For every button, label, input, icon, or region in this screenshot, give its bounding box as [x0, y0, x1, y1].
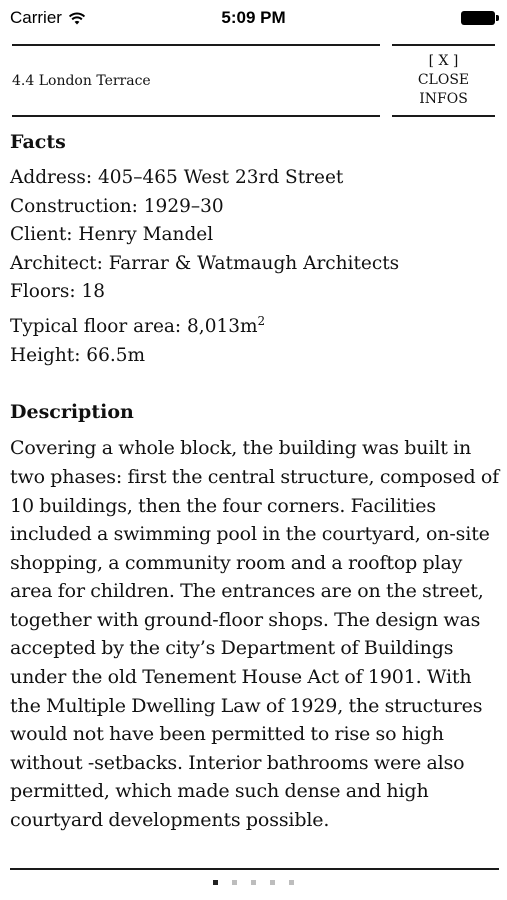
title-bottom-rule [12, 115, 380, 117]
info-content [10, 128, 500, 835]
carrier-label: Carrier [10, 8, 62, 27]
title-top-rule [12, 44, 380, 46]
close-infos-label [392, 52, 495, 109]
facts-heading: Facts [10, 131, 66, 153]
page-dot[interactable] [251, 880, 256, 885]
fact-architect: Architect: Farrar & Watmaugh Architects [10, 252, 400, 274]
fact-height: Height: 66.5m [10, 344, 146, 366]
fact-client: Client: Henry Mandel [10, 224, 214, 246]
page-dot[interactable] [213, 880, 218, 885]
fact-construction: Construction: 1929–30 [10, 195, 224, 217]
building-title: 4.4 London Terrace [12, 73, 151, 89]
status-bar [0, 0, 507, 38]
status-time: 5:09 PM [221, 8, 286, 27]
facts-list [10, 164, 500, 370]
fact-floors: Floors: 18 [10, 281, 106, 303]
page-dot[interactable] [289, 880, 294, 885]
page-dot[interactable] [270, 880, 275, 885]
close-infos-button[interactable] [392, 44, 495, 117]
fact-address: Address: 405–465 West 23rd Street [10, 167, 344, 188]
description-text: Covering a whole block, the building was built in two phases: first the central structure, composed of 10 buildings, then the four corners. Facilities included a swimming pool in the courtyard, on-site shopping, a community room and a rooftop play area for children. The entrances are on the street, together with ground-floor shops. The design was accepted by the city’s Department of Buildings under the old Tenement House Act of 1901. With the Multiple Dwelling Law of 1929, the structures would not have been permitted to rise so high without -setbacks. Interior bathrooms were also permitted, which made such dense and high courtyard developments possible. [10, 437, 500, 832]
fact-floor-area-value: Typical floor area: 8,013m [10, 316, 258, 338]
fact-floor-area-superscript: 2 [257, 313, 266, 328]
page-indicator[interactable] [0, 880, 507, 886]
description-heading: Description [10, 401, 134, 424]
battery-icon [461, 11, 495, 25]
info-header [0, 40, 507, 120]
fact-floor-area [10, 307, 500, 342]
close-label-line1: CLOSE [417, 72, 470, 88]
close-icon: [ X ] [428, 53, 459, 69]
close-label-line2: INFOS [419, 91, 468, 107]
page-dot[interactable] [232, 880, 237, 885]
footer-rule [10, 868, 499, 870]
